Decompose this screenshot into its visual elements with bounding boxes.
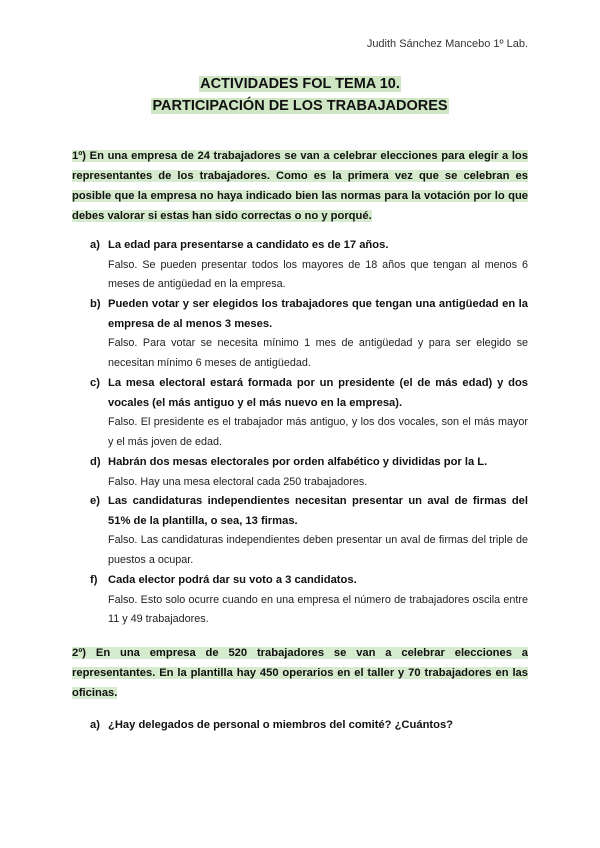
question-1: 1º) En una empresa de 24 trabajadores se van a celebrar elecciones para elegir a los representantes de los trabajadores. Como es la primera vez que se celebran es posible que la empresa no haya indicado bien las normas para la votación por lo que debes valorar si estas han sido correctas o no y porqué. bbox=[72, 150, 528, 222]
item-letter: a) bbox=[90, 719, 100, 731]
item-letter: e) bbox=[90, 495, 100, 507]
q1-item-c bbox=[90, 374, 528, 452]
item-statement: La edad para presentarse a candidato es de 17 años. bbox=[108, 239, 389, 251]
item-statement: ¿Hay delegados de personal o miembros del comité? ¿Cuántos? bbox=[108, 719, 454, 731]
question-2: 2º) En una empresa de 520 trabajadores se van a celebrar elecciones a representantes. En la plantilla hay 450 operarios en el taller y 70 trabajadores en las oficinas. bbox=[72, 647, 528, 699]
item-answer: Falso. Las candidaturas independientes deben presentar un aval de firmas del triple de puestos a ocupar. bbox=[108, 534, 528, 566]
header-author: Judith Sánchez Mancebo 1º Lab. bbox=[366, 38, 528, 50]
item-answer: Falso. El presidente es el trabajador más antiguo, y los dos vocales, son el más mayor y el más joven de edad. bbox=[108, 416, 528, 448]
q1-item-b bbox=[90, 295, 528, 373]
q1-item-e bbox=[90, 492, 528, 570]
item-answer: Falso. Esto solo ocurre cuando en una empresa el número de trabajadores oscila entre 11 y 49 trabajadores. bbox=[108, 593, 528, 625]
q1-item-d bbox=[90, 453, 528, 492]
item-statement: Las candidaturas independientes necesitan presentar un aval de firmas del 51% de la plantilla, o sea, 13 firmas. bbox=[108, 495, 528, 527]
q1-item-f bbox=[90, 571, 528, 630]
item-statement: Pueden votar y ser elegidos los trabajadores que tengan una antigüedad en la empresa de al menos 3 meses. bbox=[108, 298, 528, 330]
item-answer: Falso. Se pueden presentar todos los mayores de 18 años que tengan al menos 6 meses de antigüedad en la empresa. bbox=[108, 258, 528, 290]
item-answer: Falso. Para votar se necesita mínimo 1 mes de antigüedad y para ser elegido se necesitan mínimo 6 meses de antigüedad. bbox=[108, 337, 528, 369]
item-letter: a) bbox=[90, 239, 100, 251]
q2-item-a bbox=[90, 716, 528, 736]
item-letter: d) bbox=[90, 456, 101, 468]
title-line-2: PARTICIPACIÓN DE LOS TRABAJADORES bbox=[152, 98, 448, 114]
q1-item-a bbox=[90, 236, 528, 295]
item-statement: Habrán dos mesas electorales por orden alfabético y divididas por la L. bbox=[108, 456, 488, 468]
item-answer: Falso. Hay una mesa electoral cada 250 trabajadores. bbox=[108, 475, 368, 488]
item-statement: La mesa electoral estará formada por un presidente (el de más edad) y dos vocales (el más antiguo y el más nuevo en la empresa). bbox=[108, 377, 528, 409]
title-line-1: ACTIVIDADES FOL TEMA 10. bbox=[200, 76, 400, 92]
item-statement: Cada elector podrá dar su voto a 3 candidatos. bbox=[108, 574, 357, 586]
item-letter: f) bbox=[90, 574, 98, 586]
item-letter: b) bbox=[90, 298, 101, 310]
item-letter: c) bbox=[90, 377, 100, 389]
